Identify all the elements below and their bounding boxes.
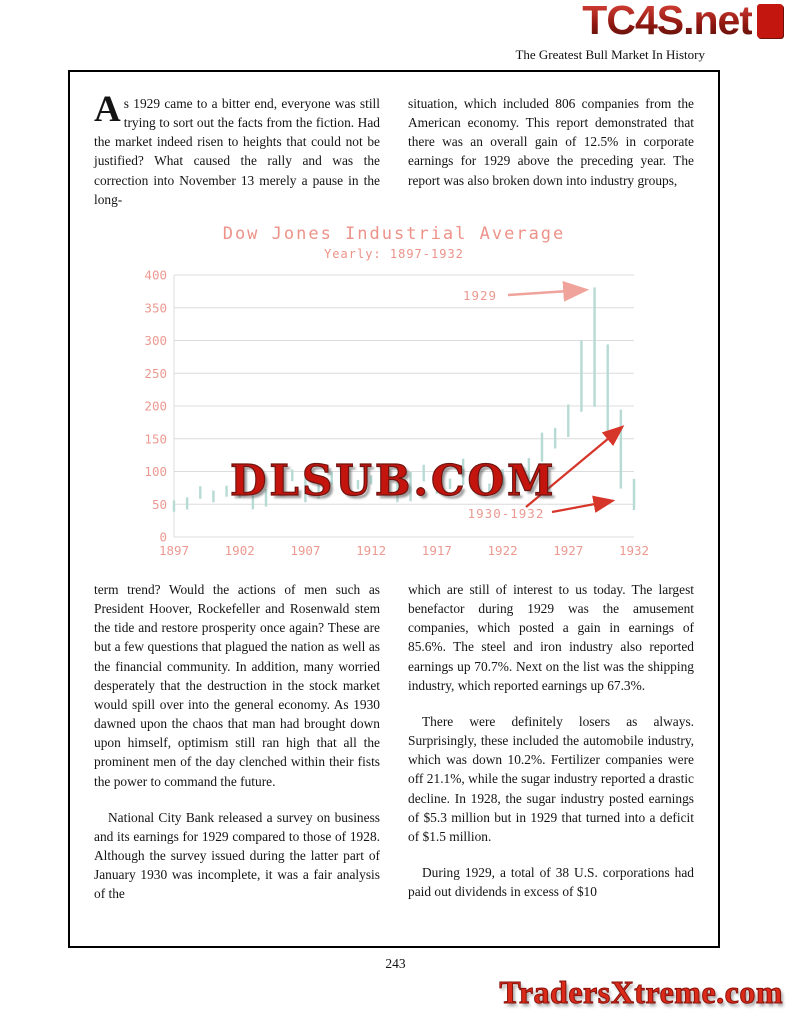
- tc4s-logo-text: TC4S.net: [582, 0, 752, 43]
- paragraph: which are still of interest to us today. The largest benefactor during 1929 was the amusement companies, which posted a gain in earnings of 85.6%. The steel and iron industry also reported earnings up 70.7%. Next on the list was the shipping industry, which reported earnings up 67.3%.: [408, 581, 694, 693]
- y-tick-label: 300: [144, 332, 167, 348]
- y-tick-label: 100: [144, 463, 167, 479]
- x-tick-label: 1927: [553, 542, 584, 558]
- y-tick-label: 50: [151, 496, 167, 512]
- column-right-bottom: [408, 580, 694, 904]
- drop-cap: A: [94, 89, 121, 130]
- y-tick-label: 250: [144, 365, 167, 381]
- chart-title: Dow Jones Industrial Average: [222, 223, 566, 244]
- paragraph: situation, which included 806 companies from the American economy. This report demonstrated that there was an overall gain of 12.5% in corporate earnings for 1929 above the preceding year. The report was also broken down into industry groups,: [408, 96, 694, 188]
- column-left-top: [94, 89, 380, 209]
- dlsub-watermark: DLSUB.COM: [230, 455, 557, 505]
- djia-chart: [134, 224, 654, 572]
- tc4s-logo-block-icon: [757, 4, 783, 38]
- page-number: 243: [385, 956, 406, 971]
- column-left-bottom: [94, 580, 380, 904]
- tradersxtreme-logo: TradersXtreme.com: [499, 974, 783, 1010]
- chart-plot-area: [134, 265, 654, 567]
- book-tagline: The Greatest Bull Market In History: [515, 47, 705, 62]
- x-tick-label: 1922: [487, 542, 518, 558]
- x-tick-label: 1902: [224, 542, 255, 558]
- y-tick-label: 200: [144, 398, 167, 414]
- paragraph: [94, 89, 380, 209]
- column-right-top: [408, 94, 694, 209]
- arrow-to-1929-peak-icon: [508, 290, 584, 295]
- paragraph: During 1929, a total of 38 U.S. corporations had paid out dividends in excess of $10: [408, 864, 694, 900]
- x-tick-label: 1912: [356, 542, 387, 558]
- paragraph: term trend? Would the actions of men such as President Hoover, Rockefeller and Rosenwald stem the tide and restore prosperity once again? These are but a few questions that plagued the nation as well as the financial community. In addition, many worried desperately that the destruction in the stock market would spill over into the general economy. As 1930 dawned upon the chaos that man had brought down upon himself, optimism still ran high that all the prominent men of the day clenched within their fists the power to command the future.: [94, 581, 380, 789]
- annotation-1930-1932-label: 1930-1932: [467, 505, 545, 521]
- x-tick-label: 1932: [618, 542, 650, 558]
- paragraph: There were definitely losers as always. Surprisingly, these included the automobile industry, which was down 10.2%. Fertilizer companies were off 21.1%, while the sugar industry reported a drastic decline. In 1928, the sugar industry posted earnings of $5.3 million but in 1929 that turned into a deficit of $1.5 million.: [408, 713, 694, 844]
- x-tick-label: 1897: [158, 542, 190, 558]
- y-tick-label: 150: [144, 431, 167, 447]
- tc4s-logo: [582, 0, 783, 41]
- arrow-to-1932-low-icon: [552, 501, 611, 512]
- y-tick-label: 400: [144, 267, 167, 283]
- x-tick-label: 1917: [421, 542, 452, 558]
- page: [68, 70, 720, 948]
- paragraph-text: s 1929 came to a bitter end, everyone was still trying to sort out the facts from the fiction. Had the market indeed risen to heights that could not be justified? What caused the rally and was the correction into November 13 merely a pause in the long-: [94, 96, 380, 207]
- annotation-1929-label: 1929: [462, 287, 498, 303]
- article-top-columns: [94, 89, 694, 209]
- djia-hilo-series: [144, 267, 649, 558]
- article-bottom-columns: [94, 580, 694, 904]
- x-tick-label: 1907: [290, 542, 321, 558]
- y-tick-label: 350: [144, 300, 167, 316]
- paragraph: National City Bank released a survey on business and its earnings for 1929 compared to those of 1928. Although the survey issued during the latter part of January 1930 was incomplete, it was a fair analysis of the: [94, 809, 380, 902]
- y-tick-label: 0: [159, 529, 167, 545]
- chart-subtitle: Yearly: 1897-1932: [324, 246, 464, 261]
